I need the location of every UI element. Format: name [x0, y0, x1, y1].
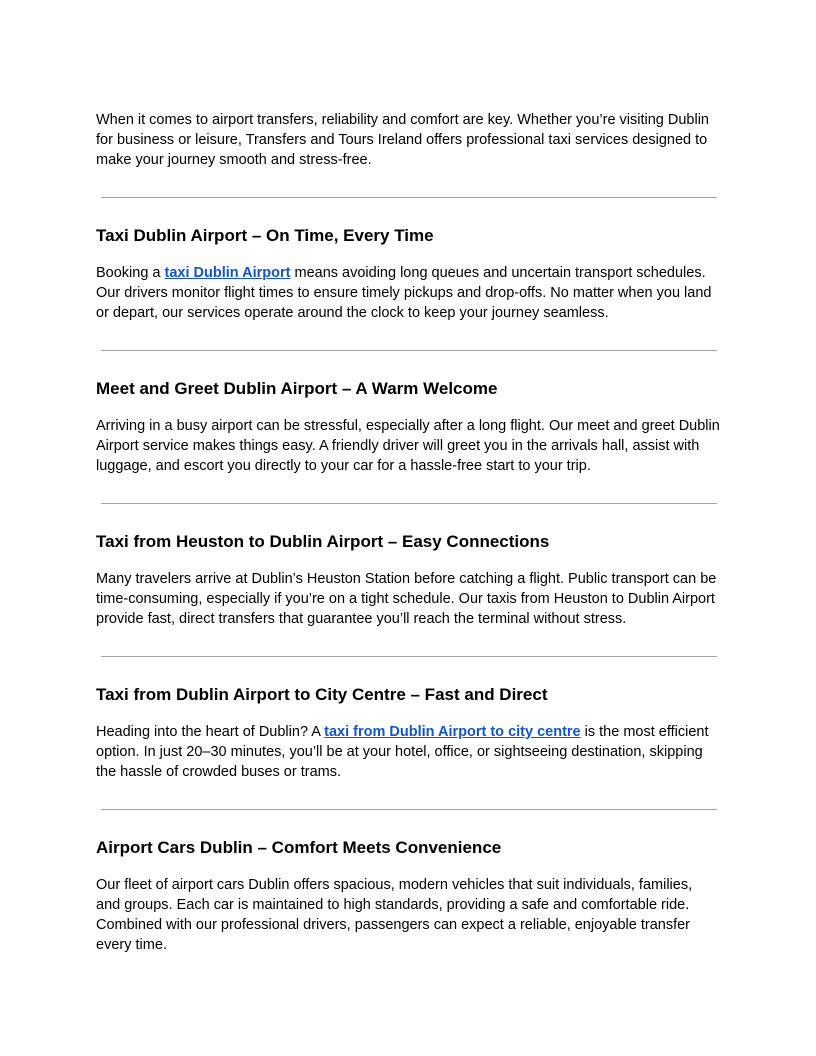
section-divider — [101, 809, 717, 810]
taxi-dublin-airport-link[interactable]: taxi Dublin Airport — [164, 265, 291, 281]
section-heuston-to-airport — [96, 531, 720, 629]
section-heading: Taxi from Heuston to Dublin Airport – Easy Connections — [96, 532, 550, 551]
section-heading: Airport Cars Dublin – Comfort Meets Convenience — [96, 838, 502, 857]
section-divider — [101, 350, 717, 351]
section-paragraph: Arriving in a busy airport can be stressful, especially after a long flight. Our meet and greet Dublin Airport service makes things easy. A friendly driver will greet you in the arrivals hall, assist with luggage, and escort you directly to your car for a hassle-free start to your trip. — [96, 418, 720, 474]
section-paragraph — [96, 722, 720, 782]
section-paragraph: Our fleet of airport cars Dublin offers spacious, modern vehicles that suit individuals, families, and groups. Each car is maintained to high standards, providing a safe and comfortable ride. Combined with our professional drivers, passengers can expect a reliable, enjoyable transfer every time. — [96, 877, 693, 953]
intro-paragraph: When it comes to airport transfers, reliability and comfort are key. Whether you’re visiting Dublin for business or leisure, Transfers and Tours Ireland offers professional taxi services designed to make your journey smooth and stress-free. — [96, 112, 710, 168]
paragraph-text: is the most efficient option. In just 20–30 minutes, you’ll be at your hotel, office, or sightseeing destination, skipping the hassle of crowded buses or trams. — [96, 724, 709, 780]
section-airport-cars — [96, 837, 720, 955]
section-paragraph: Many travelers arrive at Dublin’s Heuston Station before catching a flight. Public transport can be time-consuming, especially if you’re on a tight schedule. Our taxis from Heuston to Dublin Airport provide fast, direct transfers that guarantee you’ll reach the terminal without stress. — [96, 571, 717, 627]
paragraph-text: Heading into the heart of Dublin? A — [96, 724, 325, 740]
section-divider — [101, 197, 717, 198]
section-heading: Meet and Greet Dublin Airport – A Warm Welcome — [96, 379, 498, 398]
section-divider — [101, 656, 717, 657]
section-heading: Taxi Dublin Airport – On Time, Every Time — [96, 226, 434, 245]
section-divider — [101, 503, 717, 504]
section-taxi-dublin-airport — [96, 225, 720, 323]
paragraph-text: means avoiding long queues and uncertain transport schedules. Our drivers monitor flight times to ensure timely pickups and drop-offs. No matter when you land or depart, our services operate around the clock to keep your journey seamless. — [96, 265, 712, 321]
section-meet-and-greet — [96, 378, 720, 476]
section-heading: Taxi from Dublin Airport to City Centre – Fast and Direct — [96, 685, 548, 704]
paragraph-text: Booking a — [96, 265, 165, 281]
taxi-airport-to-city-centre-link[interactable]: taxi from Dublin Airport to city centre — [324, 724, 581, 740]
section-airport-to-city-centre — [96, 684, 720, 782]
section-paragraph — [96, 263, 720, 323]
